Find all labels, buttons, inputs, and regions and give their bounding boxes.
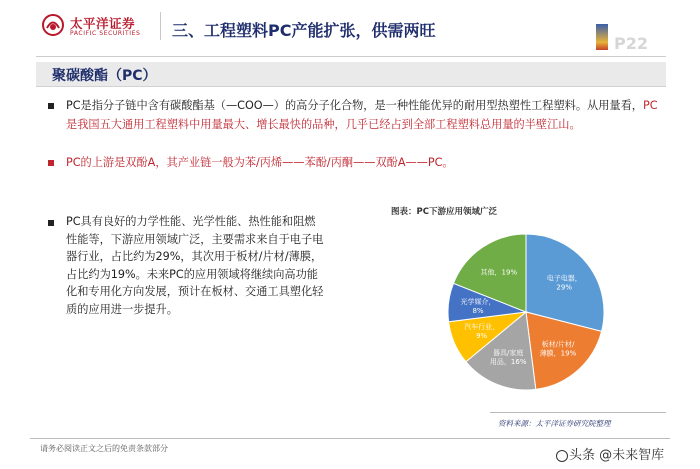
footer-divider <box>30 438 670 439</box>
pie-slice-label-2: 器具/家庭用品，16% <box>489 348 527 366</box>
watermark: 头条 @未来智库 <box>569 448 665 463</box>
pie-slice-label-3: 汽车行业， 9% <box>464 323 500 341</box>
bullet-definition <box>66 96 666 134</box>
header-divider <box>36 56 666 57</box>
bullet-upstream <box>66 153 666 172</box>
bullet-text: PC是指分子链中含有碳酸酯基（—COO—）的高分子化合物，是一种性能优异的耐用型热塑性工程塑料。从用量看， <box>66 99 643 112</box>
section-header <box>36 62 666 87</box>
pie-slice-label-4: 光学媒介， 8% <box>460 297 496 315</box>
section-title: 聚碳酸酯（PC） <box>52 68 157 84</box>
logo-text-en: PACIFIC SECURITIES <box>70 30 141 37</box>
page-title: 三、工程塑料PC产能扩张，供需两旺 <box>172 21 436 40</box>
bullet-square-icon <box>48 103 54 109</box>
pie-slice-label-0: 电子电器， 29% <box>546 274 582 292</box>
watermark-icon <box>556 450 568 462</box>
logo-text: 太平洋证券 <box>70 16 136 31</box>
chart-title: 图表：PC下游应用领域广泛 <box>391 207 497 217</box>
footer-disclaimer: 请务必阅读正文之后的免责条款部分 <box>40 444 168 453</box>
bullet-square-icon <box>48 220 54 226</box>
pie-chart <box>430 228 630 400</box>
logo-divider <box>160 12 161 40</box>
bullet-applications <box>66 213 326 319</box>
bullet-square-icon <box>48 160 54 166</box>
pacific-logo-icon <box>42 14 64 36</box>
bullet-highlight-text: PC是我国五大通用工程塑料中用量最大、增长最快的品种，几乎已经占到全部工程塑料总用量的半壁江山。 <box>66 99 658 131</box>
source-note: 资料来源：太平洋证券研究院整理 <box>498 419 611 428</box>
bullet-text: PC的上游是双酚A，其产业链一般为苯/丙烯——苯酚/丙酮——双酚A——PC。 <box>66 156 454 169</box>
source-divider <box>490 412 666 413</box>
page-badge-icon <box>596 24 608 50</box>
header <box>0 0 700 56</box>
pie-slice-label-5: 其他，19% <box>480 268 518 277</box>
bullet-text: PC具有良好的力学性能、光学性能、热性能和阻燃性能等，下游应用领域广泛，主要需求来自于电子电器行业，占比约为29%，其次用于板材/片材/薄膜，占比约为19%。未来PC的应用领域将继续向高功能化和专用化方向发展，预计在板材、交通工具塑化轻质的应用进一步提升。 <box>66 215 324 316</box>
pie-slice-label-1: 板材/片材/薄膜，19% <box>539 340 577 358</box>
page-number: P22 <box>614 34 648 53</box>
